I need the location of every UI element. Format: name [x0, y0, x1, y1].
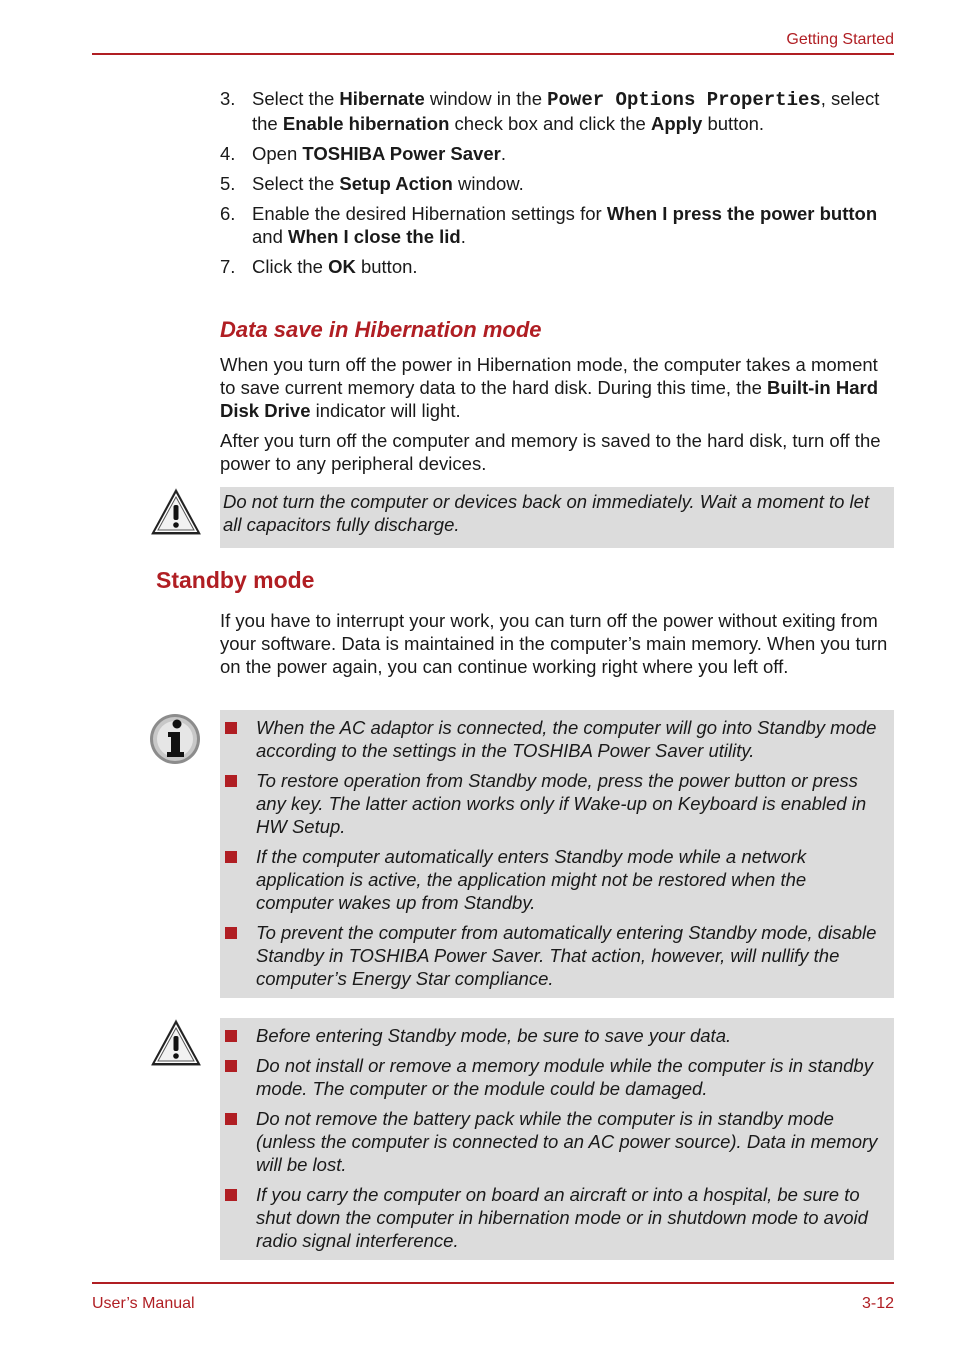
bullet-square-icon [225, 1113, 237, 1125]
bullet-item [223, 921, 886, 990]
hibernation-paragraph-1 [220, 353, 894, 422]
bullet-item [223, 769, 886, 838]
bullet-text: If you carry the computer on board an aircraft or into a hospital, be sure to shut down the computer in hibernation mode or in shutdown mode to avoid radio signal interference. [256, 1184, 868, 1251]
para-text: When you turn off the power in Hibernation mode, the computer takes a moment to save current memory data to the hard disk. During this time, the [220, 354, 878, 398]
step-bold-text: When I press the power button [606, 203, 878, 224]
step-item [220, 87, 900, 135]
bullet-square-icon [225, 851, 237, 863]
step-bold-text: Enable hibernation [282, 113, 450, 134]
footer-rule [92, 1282, 894, 1284]
bullet-square-icon [225, 1030, 237, 1042]
bullet-square-icon [225, 722, 237, 734]
bullet-square-icon [225, 927, 237, 939]
step-plain-text: check box and click the [449, 113, 651, 134]
note-box [220, 710, 894, 998]
bullet-item [223, 1024, 886, 1047]
bullet-item [223, 845, 886, 914]
para-text: indicator will light. [310, 400, 461, 421]
bullet-item [223, 1054, 886, 1100]
step-plain-text: window in the [424, 88, 548, 109]
step-number: 3. [220, 88, 236, 109]
step-text [252, 255, 900, 278]
running-header: Getting Started [786, 31, 894, 48]
step-text [252, 202, 900, 248]
step-bold-text: Apply [650, 113, 703, 134]
hibernation-paragraph-2: After you turn off the computer and memory is saved to the hard disk, turn off the power to any peripheral devices. [220, 430, 881, 474]
step-number: 7. [220, 256, 236, 277]
standby-paragraph: If you have to interrupt your work, you can turn off the power without exiting from your software. Data is maintained in the computer’s main memory. When you turn on the power again, you can continue working right where you left off. [220, 610, 888, 677]
step-plain-text: Select the [252, 173, 340, 194]
step-item [220, 202, 900, 248]
step-plain-text: . [460, 226, 466, 247]
bullet-item [223, 716, 886, 762]
step-plain-text: Open [252, 143, 303, 164]
step-list [220, 87, 900, 285]
step-bold-text: TOSHIBA Power Saver [302, 143, 501, 164]
info-icon [148, 711, 204, 767]
step-plain-text: , select the [252, 88, 880, 134]
step-bold-text: When I close the lid [288, 226, 461, 247]
caution-icon [148, 485, 204, 541]
page-number: 3-12 [861, 1295, 894, 1312]
bullet-square-icon [225, 775, 237, 787]
step-plain-text: button. [702, 113, 765, 134]
caution-icon [148, 1016, 204, 1072]
caution-list-box [220, 1018, 894, 1260]
caution-box [220, 487, 894, 548]
step-plain-text: Select the [252, 88, 340, 109]
step-item [220, 172, 900, 195]
bullet-text: When the AC adaptor is connected, the computer will go into Standby mode according to the settings in the TOSHIBA Power Saver utility. [256, 717, 877, 761]
step-text [252, 142, 900, 165]
step-number: 5. [220, 173, 236, 194]
step-text [252, 172, 900, 195]
step-plain-text: Click the [252, 256, 329, 277]
step-number: 6. [220, 203, 236, 224]
step-bold-text: OK [328, 256, 356, 277]
step-plain-text: window. [452, 173, 524, 194]
para-bold-text: Built-in Hard Disk Drive [220, 377, 879, 421]
bullet-text: Before entering Standby mode, be sure to save your data. [256, 1025, 732, 1046]
step-plain-text: and [252, 226, 289, 247]
step-bold-text: Hibernate [339, 88, 425, 109]
step-plain-text: . [500, 143, 506, 164]
subsection-heading: Data save in Hibernation mode [220, 317, 542, 342]
bullet-item [223, 1107, 886, 1176]
bullet-square-icon [225, 1060, 237, 1072]
step-plain-text: Enable the desired Hibernation settings for [252, 203, 607, 224]
step-code-text: Power Options Properties [547, 89, 821, 111]
caution-text: Do not turn the computer or devices back on immediately. Wait a moment to let all capacitors fully discharge. [223, 491, 870, 535]
step-item [220, 142, 900, 165]
step-item [220, 255, 900, 278]
bullet-item [223, 1183, 886, 1252]
bullet-text: To prevent the computer from automatically entering Standby mode, disable Standby in TOSHIBA Power Saver. That action, however, will nullify the computer’s Energy Star compliance. [256, 922, 877, 989]
step-number: 4. [220, 143, 236, 164]
step-plain-text: button. [355, 256, 418, 277]
footer-manual-label: User’s Manual [92, 1295, 195, 1312]
bullet-square-icon [225, 1189, 237, 1201]
step-text [252, 87, 900, 135]
bullet-text: Do not remove the battery pack while the computer is in standby mode (unless the computer is connected to an AC power source). Data in memory will be lost. [256, 1108, 878, 1175]
section-heading: Standby mode [156, 567, 315, 593]
bullet-text: Do not install or remove a memory module while the computer is in standby mode. The computer or the module could be damaged. [256, 1055, 873, 1099]
bullet-text: To restore operation from Standby mode, press the power button or press any key. The latter action works only if Wake-up on Keyboard is enabled in HW Setup. [256, 770, 867, 837]
header-rule [92, 53, 894, 55]
step-bold-text: Setup Action [339, 173, 453, 194]
bullet-text: If the computer automatically enters Standby mode while a network application is active, the application might not be restored when the computer wakes up from Standby. [256, 846, 807, 913]
